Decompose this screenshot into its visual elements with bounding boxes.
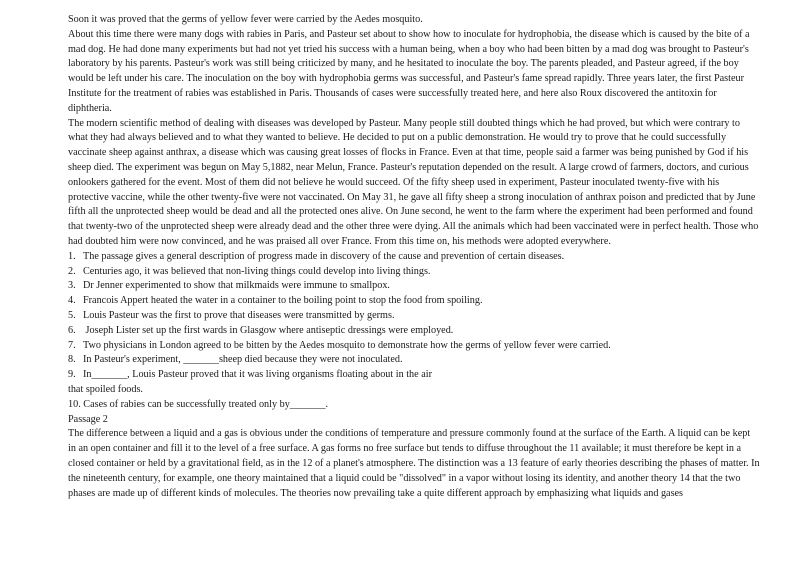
question-10: 10. Cases of rabies can be successfully treated only by_______. — [68, 398, 328, 410]
intro-line: Soon it was proved that the germs of yellow fever were carried by the Aedes mosquito. — [68, 14, 423, 25]
question-text: Centuries ago, it was believed that non-living things could develop into living things. — [83, 265, 431, 277]
question-number: 6. — [68, 324, 76, 336]
question-number: 4. — [68, 295, 76, 307]
question-text: The passage gives a general description of progress made in discovery of the cause and prevention of certain diseases. — [83, 250, 565, 262]
question-text: In Pasteur's experiment, _______sheep died because they were not inoculated. — [83, 354, 403, 366]
question-item — [68, 279, 760, 294]
question-number: 8. — [68, 354, 76, 366]
question-item — [68, 294, 760, 309]
question-item — [68, 250, 760, 265]
question-text: Two physicians in London agreed to be bitten by the Aedes mosquito to demonstrate how the germs of yellow fever were carried. — [83, 339, 611, 351]
question-number: 5. — [68, 309, 76, 321]
question-9-continuation: that spoiled foods. — [68, 383, 143, 395]
question-number: 1. — [68, 250, 76, 262]
question-item — [68, 265, 760, 280]
question-item — [68, 368, 760, 383]
question-text: Louis Pasteur was the first to prove that diseases were transmitted by germs. — [83, 309, 395, 321]
question-number: 2. — [68, 265, 76, 277]
question-text: Joseph Lister set up the first wards in Glasgow where antiseptic dressings were employed. — [83, 324, 454, 336]
question-item — [68, 324, 760, 339]
question-number: 3. — [68, 280, 76, 292]
passage-2-heading: Passage 2 — [68, 413, 108, 425]
question-text: Dr Jenner experimented to show that milkmaids were immune to smallpox. — [83, 280, 390, 292]
question-number: 9. — [68, 369, 76, 381]
paragraph-scientific-method: The modern scientific method of dealing with diseases was developed by Pasteur. Many people still doubted things which he had proved, but which were contrary to what they had always believed and to what they wanted to believe. He decided to put on a public demonstration. He would try to prove that he could successfully vaccinate sheep against anthrax, a disease which was causing great losses of flocks in France. Even at that time, people said a farmer was being punished by God if his sheep died. The experiment was begun on May 5,1882, near Melun, France. Pasteur's reputation depended on the result. A large crowd of farmers, doctors, and curious onlookers gathered for the event. Most of them did not believe he would succeed. Of the fifty sheep used in experiment, Pasteur inoculated twenty-five with his protective vaccine, while the other twenty-five were not vaccinated. On May 31, he gave all fifty sheep a strong inoculation of anthrax poison and predicted that by June fifth all the unprotected sheep would be dead and all the protected ones alive. On June second, he went to the farm where the experiment had been performed and found that twenty-two of the unprotected sheep were already dead and the other three were dying. All the animals which had been vaccinated were in perfect health. Those who had doubted him were now convinced, and he was praised all over France. From this time on, his methods were adopted everywhere. — [68, 117, 759, 247]
passage-2-text: The difference between a liquid and a gas is obvious under the conditions of temperature and pressure commonly found at the surface of the Earth. A liquid can be kept in an open container and fill it to the level of a free surface. A gas forms no free surface but tends to diffuse throughout the 11 available; it must therefore be kept in a closed container or held by a gravitational field, as in the 12 of a planet's atmosphere. The distinction was a 13 feature of early theories describing the phases of matter. In the nineteenth century, for example, one theory maintained that a liquid could be "dissolved" in a vapor without losing its identity, and another theory 14 that the two phases are made up of different kinds of molecules. The theories now prevailing take a quite different approach by emphasizing what liquids and gases — [68, 428, 760, 499]
question-item — [68, 353, 760, 368]
question-item — [68, 339, 760, 354]
question-text: In_______, Louis Pasteur proved that it was living organisms floating about in the air — [83, 369, 432, 381]
question-list — [68, 250, 760, 383]
paragraph-rabies: About this time there were many dogs with rabies in Paris, and Pasteur set about to show how to inoculate for hydrophobia, the disease which is caused by the bite of a mad dog. He had done many experiments but had not yet tried his success with a human being, when a boy who had been bitten by a mad dog was brought to Pasteur's laboratory by his parents. Pasteur's work was still being criticized by many, and he hesitated to inoculate the boy. The parents pleaded, and Pasteur agreed, if the boy would be left under his care. The inoculation on the boy with hydrophobia germs was successful, and Pasteur's fame spread rapidly. Three years later, the first Pasteur Institute for the treatment of rabies was established in Paris. Thousands of cases were successfully treated here, and here also Roux discovered the antitoxin for diphtheria. — [68, 28, 750, 114]
question-item — [68, 309, 760, 324]
question-number: 7. — [68, 339, 76, 351]
question-text: Francois Appert heated the water in a container to the boiling point to stop the food from spoiling. — [83, 295, 483, 307]
